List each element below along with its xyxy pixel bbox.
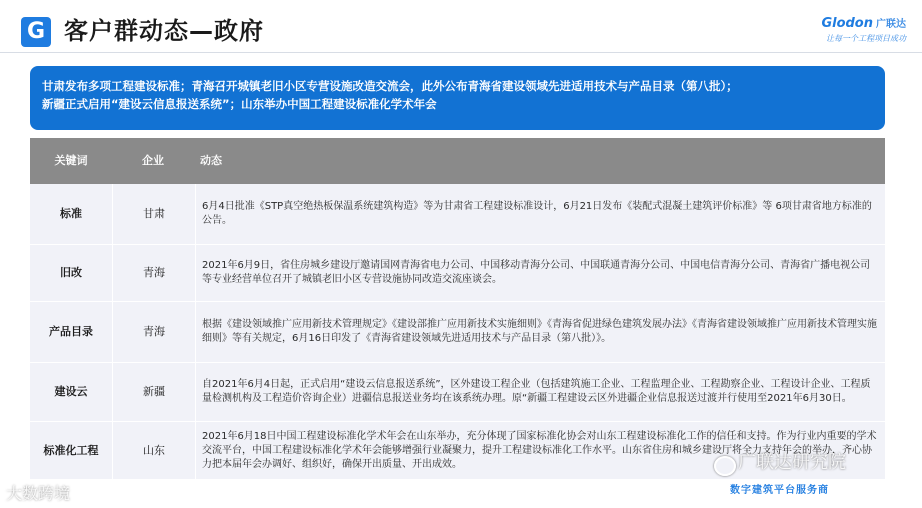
table-header — [30, 138, 885, 184]
header-news: 动态 — [200, 154, 222, 167]
row-keyword: 旧改 — [60, 266, 82, 279]
header-divider — [0, 52, 922, 53]
row-news: 2021年6月9日，省住房城乡建设厅邀请国网青海省电力公司、中国移动青海分公司、中国联通青海分公司、中国电信青海分公司、青海省广播电视公司等专业经营单位召开了城镇老旧小区专营设施协同改造交流座谈会。 — [202, 260, 871, 285]
row-news: 6月4日批准《STP真空绝热板保温系统建筑构造》等为甘肃省工程建设标准设计，6月21日发布《装配式混凝土建筑评价标准》等 6项甘肃省地方标准的公告。 — [202, 201, 872, 226]
brand-logo — [821, 16, 906, 45]
row-keyword: 建设云 — [54, 385, 88, 398]
row-news: 自2021年6月4日起，正式启用“建设云信息报送系统”，区外建设工程企业（包括建筑施工企业、工程监理企业、工程勘察企业、工程设计企业、工程质量检测机构及工程造价咨询企业）进疆信息报送业务均在该系统办理。原“新疆工程建设云区外进疆企业信息报送过渡并行使用至2021年6月30日。 — [202, 379, 871, 404]
watermark-right: 广联达研究院 — [738, 452, 846, 473]
row-region: 青海 — [143, 325, 165, 338]
summary-line-2: 新疆正式启用“建设云信息报送系统”；山东举办中国工程建设标准化学术年会 — [42, 97, 437, 111]
news-table — [30, 138, 885, 480]
row-keyword: 标准化工程 — [43, 443, 99, 457]
wechat-watermark-icon — [714, 456, 736, 476]
table-row — [30, 363, 885, 422]
page-title: 客户群动态—政府 — [64, 17, 264, 45]
table-row — [30, 302, 885, 363]
row-news: 根据《建设领域推广应用新技术管理规定》《建设部推广应用新技术实施细则》《青海省促进绿色建筑发展办法》《青海省建设领域推广应用新技术管理实施细则》等有关规定，6月16日印发了《青海省建设领域先进适用技术与产品目录（第八批）》。 — [202, 319, 877, 344]
summary-banner — [30, 66, 885, 130]
row-region: 甘肃 — [143, 207, 165, 220]
brand-name-en: Glodon — [821, 16, 873, 31]
row-keyword: 产品目录 — [49, 325, 93, 338]
brand-name — [821, 16, 906, 33]
table-row — [30, 184, 885, 245]
row-region: 山东 — [143, 443, 165, 457]
row-region: 青海 — [143, 266, 165, 279]
header-keyword: 关键词 — [54, 154, 88, 167]
glodon-logo-icon: G — [21, 17, 51, 47]
row-keyword: 标准 — [60, 207, 82, 220]
row-news: 2021年6月18日中国工程建设标准化学术年会在山东举办，充分体现了国家标准化协会对山东工程建设标准化工作的信任和支持。作为行业内重要的学术交流平台，中国工程建设标准化学术年会能够增强行业凝聚力，提升工程建设标准化工作水平。山东省住房和城乡建设厅将全力支持年会的举办，齐心协力把本届年会办调好、组织好，确保开出质量、开出成效。 — [202, 430, 877, 470]
header-region: 企业 — [142, 154, 164, 167]
watermark-left: 大数跨境 — [6, 484, 71, 503]
row-region: 新疆 — [143, 385, 165, 398]
platform-slogan: 数字建筑平台服务商 — [730, 485, 829, 496]
brand-name-cn: 广联达 — [876, 19, 906, 30]
summary-line-1: 甘肃发布多项工程建设标准；青海召开城镇老旧小区专营设施改造交流会，此外公布青海省建设领域先进适用技术与产品目录（第八批）； — [42, 79, 738, 93]
table-row — [30, 245, 885, 302]
brand-tagline: 让每一个工程项目成功 — [826, 34, 906, 43]
